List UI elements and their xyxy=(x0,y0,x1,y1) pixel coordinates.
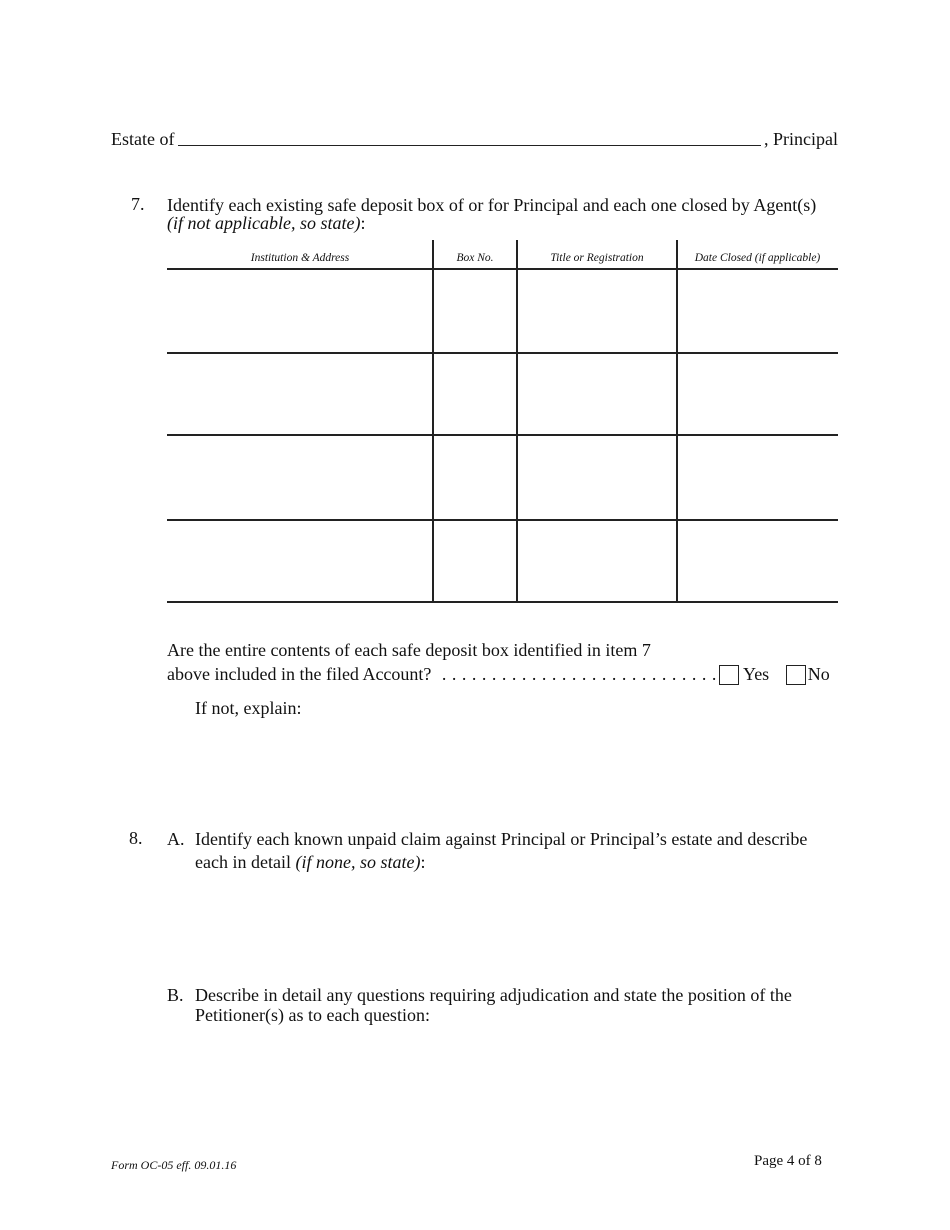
principal-label: , Principal xyxy=(764,129,838,149)
dot-leader: . . . . . . . . . . . . . . . . . . . . . . . . . . . . xyxy=(441,664,717,684)
item-7-note-colon: : xyxy=(360,213,366,233)
page-number: Page 4 of 8 xyxy=(754,1153,822,1169)
contents-question-line2 xyxy=(167,663,717,685)
contents-question-text: above included in the filed Account? xyxy=(167,664,432,684)
yes-label: Yes xyxy=(743,664,770,684)
row-rule xyxy=(167,352,838,354)
item-8a-label: A. xyxy=(167,829,185,849)
col-header-box-no: Box No. xyxy=(456,252,494,264)
estate-name-field[interactable] xyxy=(178,131,761,146)
safe-deposit-table xyxy=(167,240,838,603)
item-8b-line2: Petitioner(s) as to each question: xyxy=(195,1005,430,1025)
row-rule xyxy=(167,601,838,603)
item-8a-line2 xyxy=(195,851,425,873)
item-7-note-italic: (if not applicable, so state) xyxy=(167,213,361,233)
item-8-number: 8. xyxy=(129,828,143,848)
col-header-date-closed: Date Closed (if applicable) xyxy=(694,252,821,264)
estate-label: Estate of xyxy=(111,129,175,149)
item-8a-note: (if none, so state) xyxy=(295,852,421,872)
column-divider xyxy=(432,240,434,603)
no-checkbox[interactable] xyxy=(786,665,806,685)
estate-line xyxy=(111,128,838,150)
item-8b-line1: Describe in detail any questions requiring adjudication and state the position of the xyxy=(195,985,792,1005)
item-8a-text: each in detail xyxy=(195,852,291,872)
item-7-text: Identify each existing safe deposit box of or for Principal and each one closed by Agent(s) xyxy=(167,195,817,215)
header-rule xyxy=(167,268,838,270)
column-divider xyxy=(516,240,518,603)
item-8a-colon: : xyxy=(420,852,426,872)
row-rule xyxy=(167,434,838,436)
contents-question-line1: Are the entire contents of each safe deposit box identified in item 7 xyxy=(167,640,651,660)
item-8a-line1: Identify each known unpaid claim against Principal or Principal’s estate and describe xyxy=(195,829,808,849)
col-header-institution: Institution & Address xyxy=(250,252,350,264)
col-header-title: Title or Registration xyxy=(550,252,644,264)
yes-checkbox[interactable] xyxy=(719,665,739,685)
column-divider xyxy=(676,240,678,603)
item-8b-label: B. xyxy=(167,985,184,1005)
item-7-note xyxy=(167,212,366,234)
row-rule xyxy=(167,519,838,521)
no-label: No xyxy=(807,664,830,684)
explain-label: If not, explain: xyxy=(195,698,302,718)
yes-no-options xyxy=(719,663,830,685)
item-7-number: 7. xyxy=(131,194,145,214)
form-id: Form OC-05 eff. 09.01.16 xyxy=(111,1158,237,1172)
